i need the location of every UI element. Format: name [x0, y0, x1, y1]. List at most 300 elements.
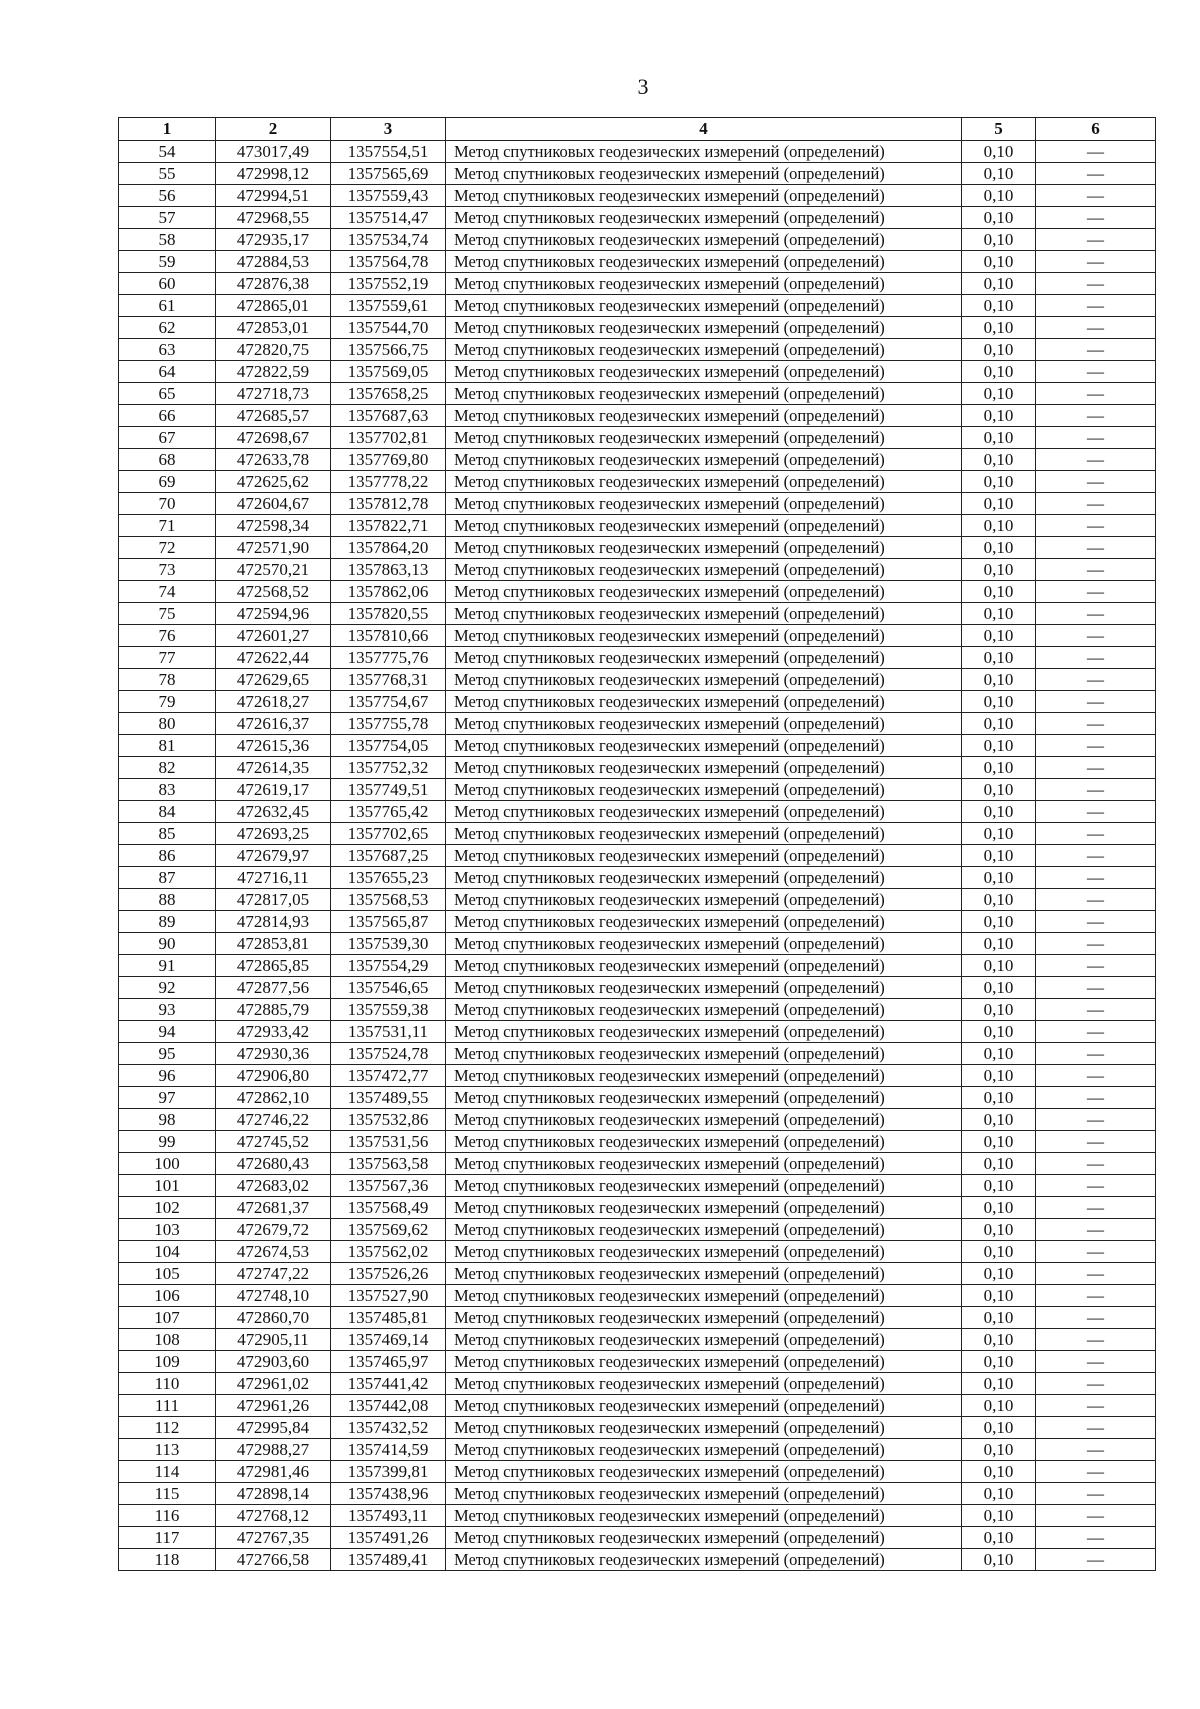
description-cell: —: [1036, 779, 1156, 801]
description-cell: —: [1036, 1021, 1156, 1043]
table-row: [119, 713, 1156, 735]
description-cell: —: [1036, 1351, 1156, 1373]
point-number-cell: 113: [119, 1439, 216, 1461]
y-coordinate-cell: 1357769,80: [331, 449, 446, 471]
accuracy-cell: 0,10: [962, 845, 1036, 867]
x-coordinate-cell: 472629,65: [216, 669, 331, 691]
point-number-cell: 63: [119, 339, 216, 361]
method-cell: Метод спутниковых геодезических измерений (определений): [446, 251, 962, 273]
description-cell: —: [1036, 1395, 1156, 1417]
table-row: [119, 1439, 1156, 1461]
x-coordinate-cell: 472961,02: [216, 1373, 331, 1395]
accuracy-cell: 0,10: [962, 427, 1036, 449]
table-body: [119, 141, 1156, 1571]
accuracy-cell: 0,10: [962, 1461, 1036, 1483]
method-cell: Метод спутниковых геодезических измерений (определений): [446, 427, 962, 449]
description-cell: —: [1036, 1285, 1156, 1307]
point-number-cell: 101: [119, 1175, 216, 1197]
description-cell: —: [1036, 1527, 1156, 1549]
table-row: [119, 581, 1156, 603]
accuracy-cell: 0,10: [962, 317, 1036, 339]
table-row: [119, 493, 1156, 515]
point-number-cell: 80: [119, 713, 216, 735]
method-cell: Метод спутниковых геодезических измерений (определений): [446, 449, 962, 471]
point-number-cell: 96: [119, 1065, 216, 1087]
table-row: [119, 1351, 1156, 1373]
y-coordinate-cell: 1357554,29: [331, 955, 446, 977]
y-coordinate-cell: 1357559,61: [331, 295, 446, 317]
y-coordinate-cell: 1357469,14: [331, 1329, 446, 1351]
description-cell: —: [1036, 1549, 1156, 1571]
accuracy-cell: 0,10: [962, 1043, 1036, 1065]
x-coordinate-cell: 472935,17: [216, 229, 331, 251]
accuracy-cell: 0,10: [962, 911, 1036, 933]
point-number-cell: 71: [119, 515, 216, 537]
accuracy-cell: 0,10: [962, 955, 1036, 977]
point-number-cell: 60: [119, 273, 216, 295]
y-coordinate-cell: 1357531,56: [331, 1131, 446, 1153]
point-number-cell: 107: [119, 1307, 216, 1329]
point-number-cell: 112: [119, 1417, 216, 1439]
y-coordinate-cell: 1357544,70: [331, 317, 446, 339]
x-coordinate-cell: 472571,90: [216, 537, 331, 559]
point-number-cell: 97: [119, 1087, 216, 1109]
y-coordinate-cell: 1357566,75: [331, 339, 446, 361]
table-row: [119, 1549, 1156, 1571]
y-coordinate-cell: 1357562,02: [331, 1241, 446, 1263]
description-cell: —: [1036, 471, 1156, 493]
accuracy-cell: 0,10: [962, 1219, 1036, 1241]
description-cell: —: [1036, 559, 1156, 581]
accuracy-cell: 0,10: [962, 669, 1036, 691]
point-number-cell: 72: [119, 537, 216, 559]
table-row: [119, 339, 1156, 361]
method-cell: Метод спутниковых геодезических измерений (определений): [446, 207, 962, 229]
point-number-cell: 100: [119, 1153, 216, 1175]
accuracy-cell: 0,10: [962, 229, 1036, 251]
point-number-cell: 85: [119, 823, 216, 845]
accuracy-cell: 0,10: [962, 1439, 1036, 1461]
point-number-cell: 69: [119, 471, 216, 493]
accuracy-cell: 0,10: [962, 1351, 1036, 1373]
accuracy-cell: 0,10: [962, 1263, 1036, 1285]
accuracy-cell: 0,10: [962, 757, 1036, 779]
accuracy-cell: 0,10: [962, 1131, 1036, 1153]
description-cell: —: [1036, 933, 1156, 955]
accuracy-cell: 0,10: [962, 1285, 1036, 1307]
accuracy-cell: 0,10: [962, 1087, 1036, 1109]
description-cell: —: [1036, 735, 1156, 757]
method-cell: Метод спутниковых геодезических измерений (определений): [446, 1461, 962, 1483]
table-row: [119, 1219, 1156, 1241]
method-cell: Метод спутниковых геодезических измерений (определений): [446, 1351, 962, 1373]
method-cell: Метод спутниковых геодезических измерений (определений): [446, 603, 962, 625]
x-coordinate-cell: 472998,12: [216, 163, 331, 185]
y-coordinate-cell: 1357438,96: [331, 1483, 446, 1505]
method-cell: Метод спутниковых геодезических измерений (определений): [446, 229, 962, 251]
method-cell: Метод спутниковых геодезических измерений (определений): [446, 1549, 962, 1571]
table-row: [119, 603, 1156, 625]
table-row: [119, 1329, 1156, 1351]
description-cell: —: [1036, 141, 1156, 163]
x-coordinate-cell: 472594,96: [216, 603, 331, 625]
table-row: [119, 559, 1156, 581]
description-cell: —: [1036, 207, 1156, 229]
description-cell: —: [1036, 1043, 1156, 1065]
method-cell: Метод спутниковых геодезических измерений (определений): [446, 1417, 962, 1439]
point-number-cell: 84: [119, 801, 216, 823]
y-coordinate-cell: 1357524,78: [331, 1043, 446, 1065]
point-number-cell: 66: [119, 405, 216, 427]
y-coordinate-cell: 1357752,32: [331, 757, 446, 779]
description-cell: —: [1036, 1505, 1156, 1527]
description-cell: —: [1036, 603, 1156, 625]
method-cell: Метод спутниковых геодезических измерений (определений): [446, 977, 962, 999]
x-coordinate-cell: 472906,80: [216, 1065, 331, 1087]
point-number-cell: 114: [119, 1461, 216, 1483]
table-row: [119, 669, 1156, 691]
table-row: [119, 1483, 1156, 1505]
method-cell: Метод спутниковых геодезических измерений (определений): [446, 713, 962, 735]
accuracy-cell: 0,10: [962, 163, 1036, 185]
table-row: [119, 1153, 1156, 1175]
description-cell: —: [1036, 1197, 1156, 1219]
method-cell: Метод спутниковых геодезических измерений (определений): [446, 823, 962, 845]
y-coordinate-cell: 1357778,22: [331, 471, 446, 493]
accuracy-cell: 0,10: [962, 867, 1036, 889]
description-cell: —: [1036, 669, 1156, 691]
x-coordinate-cell: 472898,14: [216, 1483, 331, 1505]
description-cell: —: [1036, 581, 1156, 603]
accuracy-cell: 0,10: [962, 889, 1036, 911]
x-coordinate-cell: 472767,35: [216, 1527, 331, 1549]
y-coordinate-cell: 1357754,67: [331, 691, 446, 713]
description-cell: —: [1036, 515, 1156, 537]
table-row: [119, 405, 1156, 427]
point-number-cell: 115: [119, 1483, 216, 1505]
accuracy-cell: 0,10: [962, 713, 1036, 735]
column-header-6: 6: [1036, 118, 1156, 141]
x-coordinate-cell: 472930,36: [216, 1043, 331, 1065]
point-number-cell: 105: [119, 1263, 216, 1285]
y-coordinate-cell: 1357568,53: [331, 889, 446, 911]
accuracy-cell: 0,10: [962, 625, 1036, 647]
accuracy-cell: 0,10: [962, 1109, 1036, 1131]
y-coordinate-cell: 1357414,59: [331, 1439, 446, 1461]
x-coordinate-cell: 472747,22: [216, 1263, 331, 1285]
point-number-cell: 79: [119, 691, 216, 713]
y-coordinate-cell: 1357485,81: [331, 1307, 446, 1329]
y-coordinate-cell: 1357775,76: [331, 647, 446, 669]
method-cell: Метод спутниковых геодезических измерений (определений): [446, 1109, 962, 1131]
table-row: [119, 1527, 1156, 1549]
description-cell: —: [1036, 537, 1156, 559]
accuracy-cell: 0,10: [962, 1021, 1036, 1043]
point-number-cell: 98: [119, 1109, 216, 1131]
x-coordinate-cell: 472716,11: [216, 867, 331, 889]
x-coordinate-cell: 472748,10: [216, 1285, 331, 1307]
description-cell: —: [1036, 1065, 1156, 1087]
x-coordinate-cell: 472862,10: [216, 1087, 331, 1109]
table-row: [119, 1197, 1156, 1219]
column-header-2: 2: [216, 118, 331, 141]
x-coordinate-cell: 472853,01: [216, 317, 331, 339]
method-cell: Метод спутниковых геодезических измерений (определений): [446, 867, 962, 889]
x-coordinate-cell: 472968,55: [216, 207, 331, 229]
table-row: [119, 1021, 1156, 1043]
description-cell: —: [1036, 999, 1156, 1021]
point-number-cell: 57: [119, 207, 216, 229]
method-cell: Метод спутниковых геодезических измерений (определений): [446, 801, 962, 823]
x-coordinate-cell: 472988,27: [216, 1439, 331, 1461]
table-row: [119, 471, 1156, 493]
y-coordinate-cell: 1357531,11: [331, 1021, 446, 1043]
x-coordinate-cell: 472632,45: [216, 801, 331, 823]
description-cell: —: [1036, 1131, 1156, 1153]
point-number-cell: 118: [119, 1549, 216, 1571]
point-number-cell: 117: [119, 1527, 216, 1549]
table-row: [119, 273, 1156, 295]
description-cell: —: [1036, 273, 1156, 295]
y-coordinate-cell: 1357563,58: [331, 1153, 446, 1175]
method-cell: Метод спутниковых геодезических измерений (определений): [446, 1527, 962, 1549]
method-cell: Метод спутниковых геодезических измерений (определений): [446, 1241, 962, 1263]
point-number-cell: 91: [119, 955, 216, 977]
y-coordinate-cell: 1357565,69: [331, 163, 446, 185]
x-coordinate-cell: 472622,44: [216, 647, 331, 669]
x-coordinate-cell: 473017,49: [216, 141, 331, 163]
point-number-cell: 92: [119, 977, 216, 999]
method-cell: Метод спутниковых геодезических измерений (определений): [446, 1263, 962, 1285]
x-coordinate-cell: 472633,78: [216, 449, 331, 471]
table-row: [119, 1043, 1156, 1065]
point-number-cell: 65: [119, 383, 216, 405]
x-coordinate-cell: 472853,81: [216, 933, 331, 955]
description-cell: —: [1036, 1153, 1156, 1175]
y-coordinate-cell: 1357822,71: [331, 515, 446, 537]
accuracy-cell: 0,10: [962, 1307, 1036, 1329]
method-cell: Метод спутниковых геодезических измерений (определений): [446, 1395, 962, 1417]
method-cell: Метод спутниковых геодезических измерений (определений): [446, 1483, 962, 1505]
y-coordinate-cell: 1357568,49: [331, 1197, 446, 1219]
point-number-cell: 99: [119, 1131, 216, 1153]
method-cell: Метод спутниковых геодезических измерений (определений): [446, 405, 962, 427]
y-coordinate-cell: 1357554,51: [331, 141, 446, 163]
y-coordinate-cell: 1357754,05: [331, 735, 446, 757]
point-number-cell: 93: [119, 999, 216, 1021]
table-row: [119, 229, 1156, 251]
column-header-1: 1: [119, 118, 216, 141]
accuracy-cell: 0,10: [962, 515, 1036, 537]
table-row: [119, 757, 1156, 779]
table-row: [119, 1417, 1156, 1439]
accuracy-cell: 0,10: [962, 1373, 1036, 1395]
accuracy-cell: 0,10: [962, 471, 1036, 493]
point-number-cell: 89: [119, 911, 216, 933]
accuracy-cell: 0,10: [962, 1527, 1036, 1549]
table-row: [119, 955, 1156, 977]
x-coordinate-cell: 472884,53: [216, 251, 331, 273]
table-row: [119, 999, 1156, 1021]
table-row: [119, 449, 1156, 471]
description-cell: —: [1036, 955, 1156, 977]
y-coordinate-cell: 1357442,08: [331, 1395, 446, 1417]
y-coordinate-cell: 1357559,38: [331, 999, 446, 1021]
accuracy-cell: 0,10: [962, 1329, 1036, 1351]
y-coordinate-cell: 1357465,97: [331, 1351, 446, 1373]
description-cell: —: [1036, 977, 1156, 999]
y-coordinate-cell: 1357472,77: [331, 1065, 446, 1087]
method-cell: Метод спутниковых геодезических измерений (определений): [446, 559, 962, 581]
method-cell: Метод спутниковых геодезических измерений (определений): [446, 581, 962, 603]
description-cell: —: [1036, 1307, 1156, 1329]
x-coordinate-cell: 472679,72: [216, 1219, 331, 1241]
y-coordinate-cell: 1357812,78: [331, 493, 446, 515]
description-cell: —: [1036, 405, 1156, 427]
description-cell: —: [1036, 1109, 1156, 1131]
method-cell: Метод спутниковых геодезических измерений (определений): [446, 185, 962, 207]
table-row: [119, 779, 1156, 801]
point-number-cell: 111: [119, 1395, 216, 1417]
point-number-cell: 75: [119, 603, 216, 625]
point-number-cell: 104: [119, 1241, 216, 1263]
table-row: [119, 691, 1156, 713]
y-coordinate-cell: 1357569,62: [331, 1219, 446, 1241]
method-cell: Метод спутниковых геодезических измерений (определений): [446, 779, 962, 801]
description-cell: —: [1036, 1439, 1156, 1461]
accuracy-cell: 0,10: [962, 383, 1036, 405]
table-row: [119, 383, 1156, 405]
point-number-cell: 59: [119, 251, 216, 273]
y-coordinate-cell: 1357863,13: [331, 559, 446, 581]
x-coordinate-cell: 472619,17: [216, 779, 331, 801]
description-cell: —: [1036, 1241, 1156, 1263]
method-cell: Метод спутниковых геодезических измерений (определений): [446, 1175, 962, 1197]
x-coordinate-cell: 472820,75: [216, 339, 331, 361]
point-number-cell: 56: [119, 185, 216, 207]
method-cell: Метод спутниковых геодезических измерений (определений): [446, 691, 962, 713]
table-row: [119, 185, 1156, 207]
y-coordinate-cell: 1357534,74: [331, 229, 446, 251]
table-row: [119, 515, 1156, 537]
point-number-cell: 74: [119, 581, 216, 603]
point-number-cell: 77: [119, 647, 216, 669]
method-cell: Метод спутниковых геодезических измерений (определений): [446, 955, 962, 977]
accuracy-cell: 0,10: [962, 933, 1036, 955]
x-coordinate-cell: 472745,52: [216, 1131, 331, 1153]
x-coordinate-cell: 472876,38: [216, 273, 331, 295]
description-cell: —: [1036, 1373, 1156, 1395]
table-row: [119, 647, 1156, 669]
method-cell: Метод спутниковых геодезических измерений (определений): [446, 1329, 962, 1351]
table-row: [119, 251, 1156, 273]
x-coordinate-cell: 472570,21: [216, 559, 331, 581]
description-cell: —: [1036, 845, 1156, 867]
method-cell: Метод спутниковых геодезических измерений (определений): [446, 1373, 962, 1395]
method-cell: Метод спутниковых геодезических измерений (определений): [446, 889, 962, 911]
table-row: [119, 625, 1156, 647]
point-number-cell: 94: [119, 1021, 216, 1043]
point-number-cell: 64: [119, 361, 216, 383]
point-number-cell: 81: [119, 735, 216, 757]
point-number-cell: 73: [119, 559, 216, 581]
x-coordinate-cell: 472768,12: [216, 1505, 331, 1527]
x-coordinate-cell: 472903,60: [216, 1351, 331, 1373]
y-coordinate-cell: 1357441,42: [331, 1373, 446, 1395]
y-coordinate-cell: 1357658,25: [331, 383, 446, 405]
y-coordinate-cell: 1357702,81: [331, 427, 446, 449]
accuracy-cell: 0,10: [962, 559, 1036, 581]
x-coordinate-cell: 472877,56: [216, 977, 331, 999]
y-coordinate-cell: 1357399,81: [331, 1461, 446, 1483]
x-coordinate-cell: 472685,57: [216, 405, 331, 427]
table-row: [119, 207, 1156, 229]
accuracy-cell: 0,10: [962, 603, 1036, 625]
description-cell: —: [1036, 823, 1156, 845]
table-row: [119, 427, 1156, 449]
point-number-cell: 70: [119, 493, 216, 515]
description-cell: —: [1036, 911, 1156, 933]
table-row: [119, 1285, 1156, 1307]
point-number-cell: 116: [119, 1505, 216, 1527]
x-coordinate-cell: 472814,93: [216, 911, 331, 933]
method-cell: Метод спутниковых геодезических измерений (определений): [446, 1131, 962, 1153]
y-coordinate-cell: 1357565,87: [331, 911, 446, 933]
point-number-cell: 55: [119, 163, 216, 185]
accuracy-cell: 0,10: [962, 779, 1036, 801]
table-row: [119, 1263, 1156, 1285]
point-number-cell: 54: [119, 141, 216, 163]
description-cell: —: [1036, 867, 1156, 889]
point-number-cell: 106: [119, 1285, 216, 1307]
column-header-3: 3: [331, 118, 446, 141]
x-coordinate-cell: 472601,27: [216, 625, 331, 647]
point-number-cell: 102: [119, 1197, 216, 1219]
accuracy-cell: 0,10: [962, 1549, 1036, 1571]
method-cell: Метод спутниковых геодезических измерений (определений): [446, 1505, 962, 1527]
description-cell: —: [1036, 889, 1156, 911]
table-row: [119, 317, 1156, 339]
y-coordinate-cell: 1357526,26: [331, 1263, 446, 1285]
accuracy-cell: 0,10: [962, 691, 1036, 713]
accuracy-cell: 0,10: [962, 1241, 1036, 1263]
column-header-4: 4: [446, 118, 962, 141]
y-coordinate-cell: 1357493,11: [331, 1505, 446, 1527]
accuracy-cell: 0,10: [962, 1483, 1036, 1505]
x-coordinate-cell: 472865,01: [216, 295, 331, 317]
column-header-5: 5: [962, 118, 1036, 141]
method-cell: Метод спутниковых геодезических измерений (определений): [446, 1439, 962, 1461]
method-cell: Метод спутниковых геодезических измерений (определений): [446, 471, 962, 493]
point-number-cell: 68: [119, 449, 216, 471]
table-row: [119, 1175, 1156, 1197]
method-cell: Метод спутниковых геодезических измерений (определений): [446, 1043, 962, 1065]
y-coordinate-cell: 1357768,31: [331, 669, 446, 691]
y-coordinate-cell: 1357552,19: [331, 273, 446, 295]
table-row: [119, 911, 1156, 933]
y-coordinate-cell: 1357489,55: [331, 1087, 446, 1109]
description-cell: —: [1036, 625, 1156, 647]
table-row: [119, 1395, 1156, 1417]
y-coordinate-cell: 1357755,78: [331, 713, 446, 735]
accuracy-cell: 0,10: [962, 537, 1036, 559]
accuracy-cell: 0,10: [962, 823, 1036, 845]
table-row: [119, 823, 1156, 845]
x-coordinate-cell: 472616,37: [216, 713, 331, 735]
table-row: [119, 141, 1156, 163]
method-cell: Метод спутниковых геодезических измерений (определений): [446, 999, 962, 1021]
y-coordinate-cell: 1357567,36: [331, 1175, 446, 1197]
